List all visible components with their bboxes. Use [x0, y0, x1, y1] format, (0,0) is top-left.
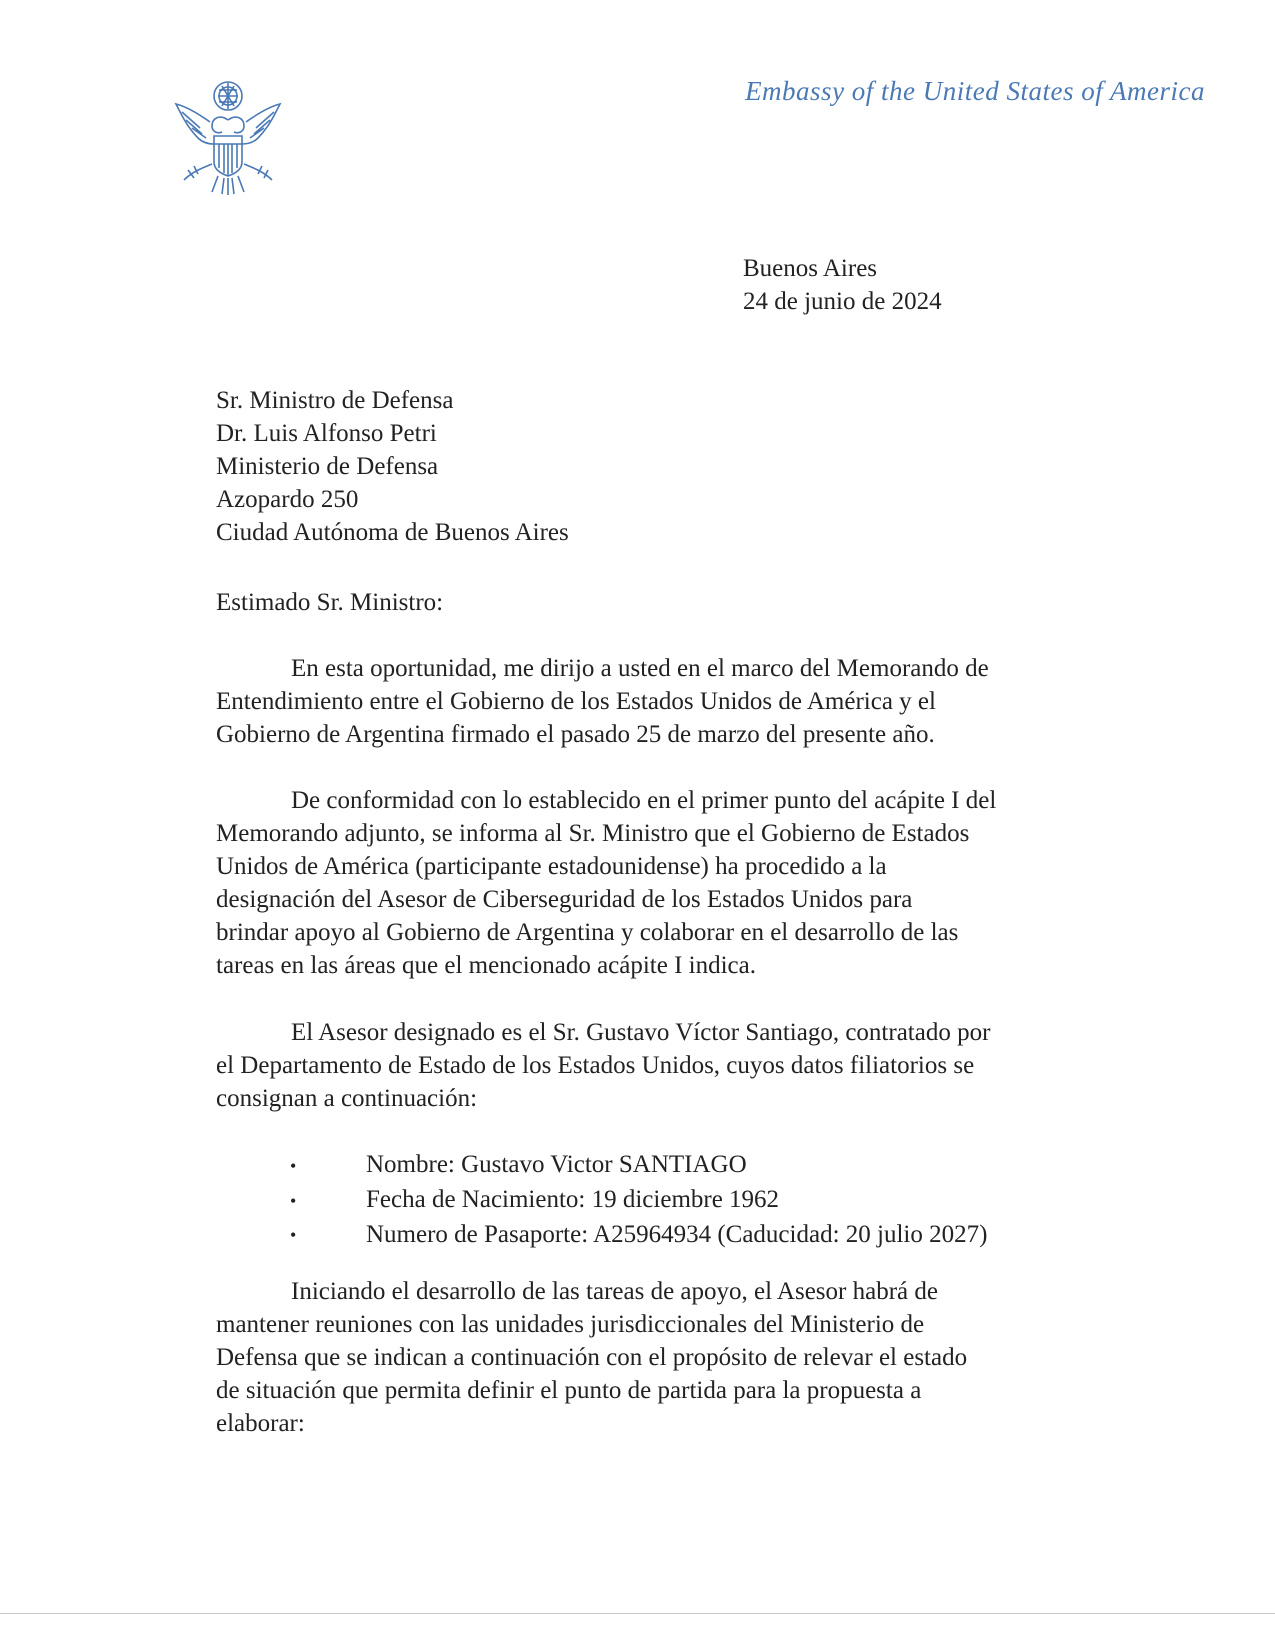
paragraph-line: Gobierno de Argentina firmado el pasado 25 de marzo del presente año.	[216, 721, 935, 748]
body-paragraph-4	[216, 1275, 967, 1440]
paragraph-line: brindar apoyo al Gobierno de Argentina y colaborar en el desarrollo de las	[216, 919, 959, 946]
paragraph-line: Entendimiento entre el Gobierno de los Estados Unidos de América y el	[216, 688, 936, 715]
body-paragraph-2	[216, 784, 996, 982]
paragraph-line: De conformidad con lo establecido en el primer punto del acápite I del	[291, 787, 997, 814]
recipient-street: Azopardo 250	[216, 486, 359, 513]
recipient-ministry: Ministerio de Defensa	[216, 453, 439, 480]
list-item	[290, 1183, 987, 1218]
detail-passport: Numero de Pasaporte: A25964934 (Caducidad: 20 julio 2027)	[366, 1220, 988, 1248]
paragraph-line: En esta oportunidad, me dirijo a usted en el marco del Memorando de	[291, 655, 989, 682]
paragraph-line: Unidos de América (participante estadounidense) ha procedido a la	[216, 853, 887, 880]
place-date-block	[743, 252, 942, 318]
great-seal-icon	[172, 78, 284, 196]
paragraph-line: Memorando adjunto, se informa al Sr. Ministro que el Gobierno de Estados	[216, 820, 970, 847]
paragraph-line: designación del Asesor de Ciberseguridad de los Estados Unidos para	[216, 886, 913, 913]
salutation: Estimado Sr. Ministro:	[216, 589, 444, 616]
recipient-city: Ciudad Autónoma de Buenos Aires	[216, 519, 569, 546]
letterhead-title: Embassy of the United States of America	[745, 76, 1205, 106]
paragraph-line: mantener reuniones con las unidades jurisdiccionales del Ministerio de	[216, 1311, 925, 1338]
bullet-icon: •	[290, 1190, 297, 1211]
paragraph-line: El Asesor designado es el Sr. Gustavo Víctor Santiago, contratado por	[291, 1019, 991, 1046]
footer-divider	[0, 1613, 1275, 1614]
paragraph-line: el Departamento de Estado de los Estados Unidos, cuyos datos filiatorios se	[216, 1052, 975, 1079]
body-paragraph-1	[216, 652, 989, 751]
paragraph-line: tareas en las áreas que el mencionado acápite I indica.	[216, 952, 757, 979]
paragraph-line: Defensa que se indican a continuación con el propósito de relevar el estado	[216, 1344, 968, 1371]
recipient-address	[216, 384, 569, 549]
detail-name: Nombre: Gustavo Victor SANTIAGO	[366, 1151, 747, 1178]
paragraph-line: elaborar:	[216, 1410, 305, 1437]
paragraph-line: consignan a continuación:	[216, 1085, 478, 1112]
paragraph-line: de situación que permita definir el punto de partida para la propuesta a	[216, 1377, 922, 1404]
body-paragraph-3	[216, 1016, 990, 1115]
date: 24 de junio de 2024	[743, 288, 942, 315]
bullet-icon: •	[290, 1155, 297, 1176]
paragraph-line: Iniciando el desarrollo de las tareas de apoyo, el Asesor habrá de	[291, 1278, 938, 1305]
place: Buenos Aires	[743, 255, 878, 282]
recipient-title: Sr. Ministro de Defensa	[216, 387, 454, 414]
detail-birth-date: Fecha de Nacimiento: 19 diciembre 1962	[366, 1185, 780, 1213]
recipient-name: Dr. Luis Alfonso Petri	[216, 420, 437, 447]
advisor-details-list	[290, 1148, 987, 1252]
bullet-icon: •	[290, 1225, 297, 1246]
list-item	[290, 1148, 987, 1183]
list-item	[290, 1218, 987, 1253]
